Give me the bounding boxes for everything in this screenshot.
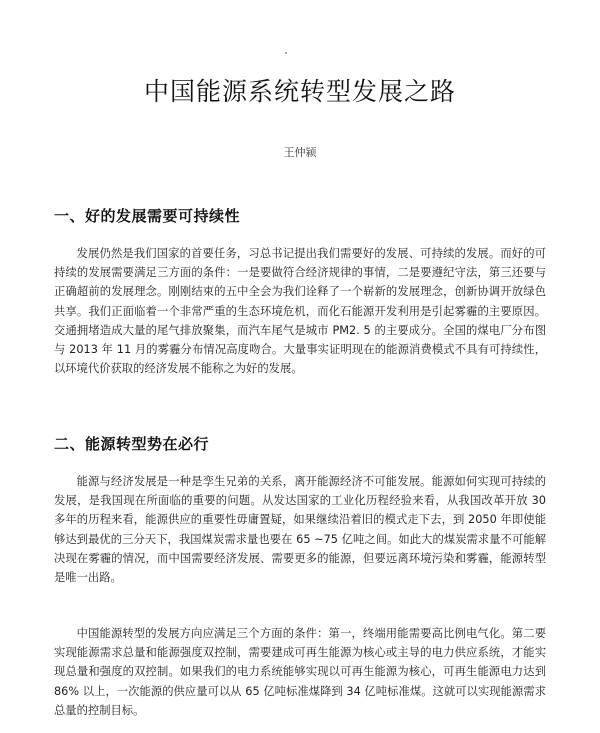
section-1-paragraph-1: 发展仍然是我们国家的首要任务，习总书记提出我们需要好的发展、可持续的发展。而好的可持续的发展需要满足三方面的条件：一是要做符合经济规律的事情，二是要遵纪守法，第三还要与正确超前的发展理念。刚刚结束的五中全会为我们诠释了一个崭新的发展理念，创新协调开放绿色共享。我们正面临着一个非常严重的生态环境危机，而化石能源开发利用是引起雾霾的主要原因。交通拥堵造成大量的尾气排放聚集，而汽车尾气是城市 PM2. 5 的主要成分。全国的煤电厂分布图与 2013 年 11 月的雾霾分布情况高度吻合。大量事实证明现在的能源消费模式不具有可持续性，以环境代价获取的经济发展不能称之为好的发展。	[54, 247, 546, 376]
section-2-heading: 二、能源转型势在必行	[54, 435, 210, 453]
section-2-paragraph-2: 中国能源转型的发展方向应满足三个方面的条件：第一，终端用能需要高比例电气化。第二要实现能源需求总量和能源强度双控制，需要建成可再生能源为核心或主导的电力供应系统，才能实现总量和强度的双控制。如果我们的电力系统能够实现以可再生能源为核心，可再生能源电力达到 86% 以上，一次能源的供应量可以从 65 亿吨标准煤降到 34 亿吨标准煤。这就可以实现能源需求总量的控制目标。	[54, 627, 546, 717]
scan-speck	[285, 52, 287, 54]
section-2-paragraph-1: 能源与经济发展是一种是孪生兄弟的关系，离开能源经济不可能发展。能源如何实现可持续的发展，是我国现在所面临的重要的问题。从发达国家的工业化历程经验来看，从我国改革开放 30 多年的历程来看，能源供应的重要性毋庸置疑，如果继续沿着旧的模式走下去，到 2050 年即使能够达到最优的三分天下，我国煤炭需求量也要在 65 ~75 亿吨之间。如此大的煤炭需求量不可能解决现在雾霾的情况，而中国需要经济发展、需要更多的能源，但要远离环境污染和雾霾，能源转型是唯一出路。	[54, 475, 546, 585]
section-1-heading: 一、好的发展需要可持续性	[54, 207, 241, 225]
author-name: 王仲颍	[283, 146, 317, 159]
document-title: 中国能源系统转型发展之路	[143, 77, 456, 106]
